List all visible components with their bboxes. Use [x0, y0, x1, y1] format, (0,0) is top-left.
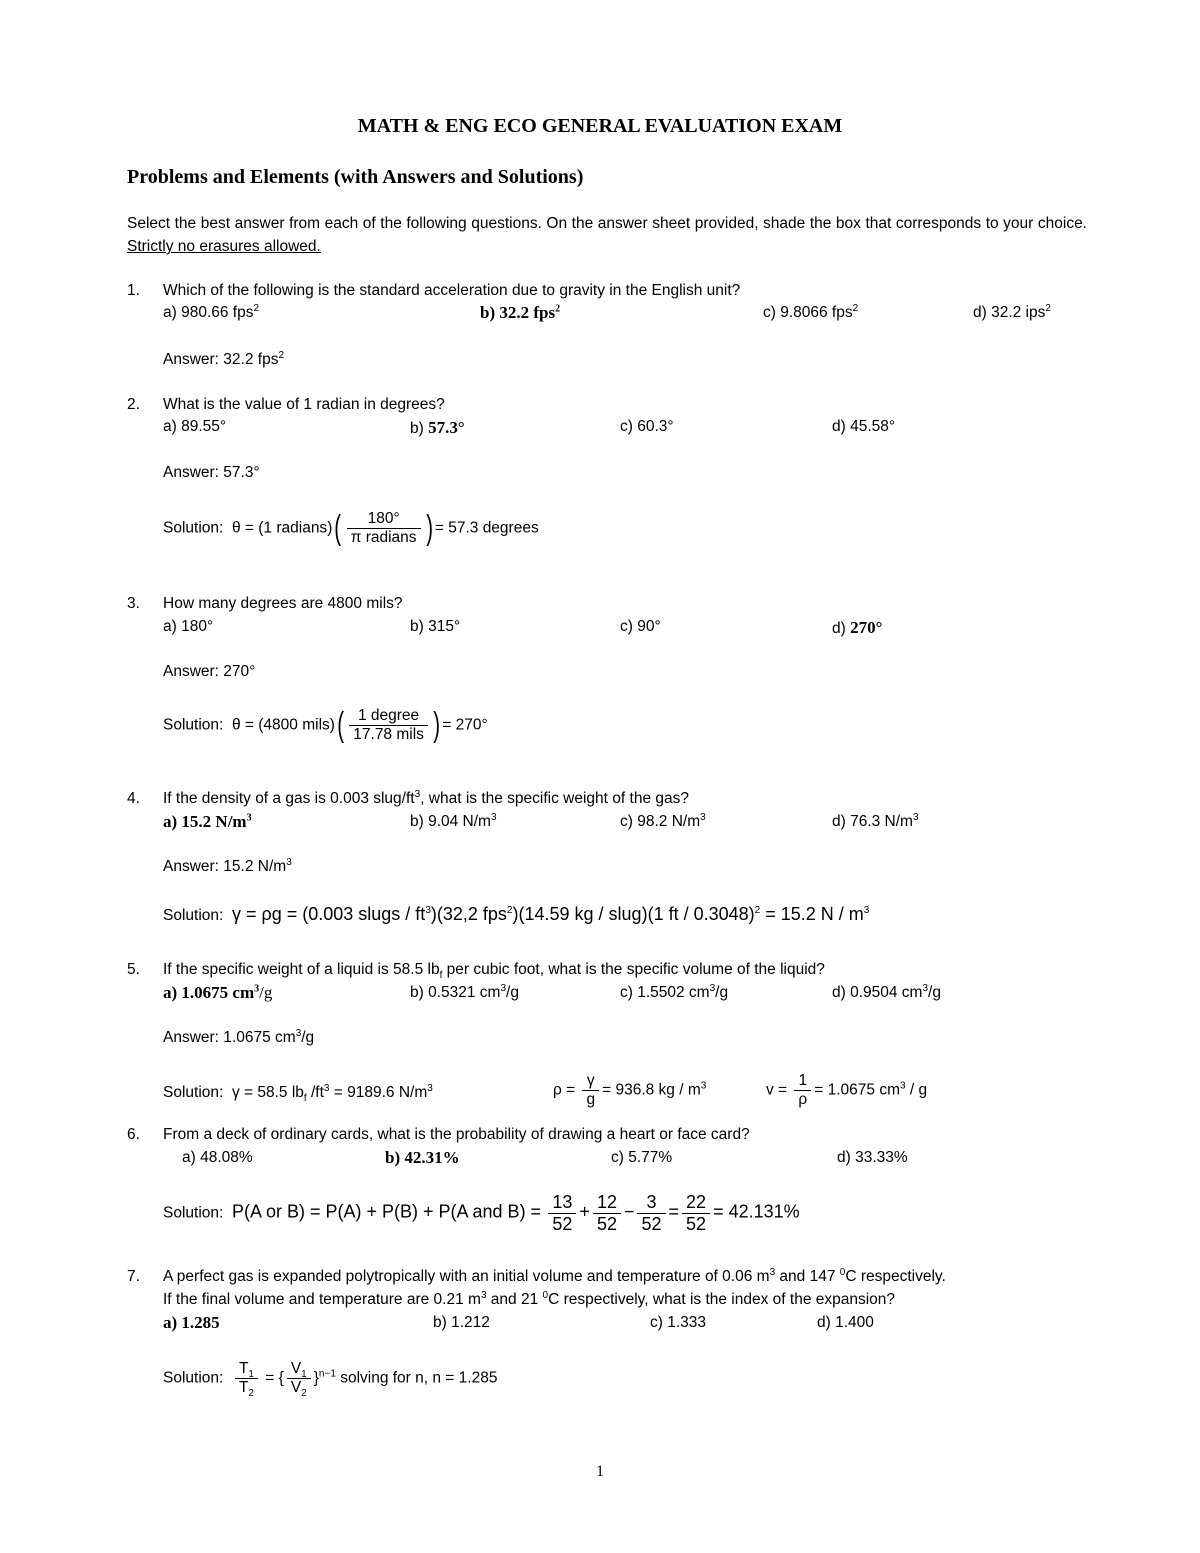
question-2-text: What is the value of 1 radian in degrees?	[163, 396, 445, 413]
q4-solution: Solution: γ = ρg = (0.003 slugs / $ft^3)(32,2$ fps$^2$)(14.59 kg / slug)(1 ft / 0.3048)$^2$ = 15.2 N / $m^3$	[163, 904, 870, 924]
q2-choice-a: a) 89.55°	[163, 418, 227, 435]
q3-choice-d: d) 270°	[832, 618, 883, 637]
q1-choice-a: a) 980.66 fps$^2$	[163, 302, 260, 321]
question-3-number: 3.	[127, 595, 140, 612]
q7-choice-c: c) 1.333	[650, 1314, 707, 1331]
page-title: MATH & ENG ECO GENERAL EVALUATION EXAM	[357, 115, 843, 137]
q2-choice-d: d) 45.58°	[832, 418, 896, 435]
q6-choice-a: a) 48.08%	[182, 1149, 253, 1166]
question-5-text: If the specific weight of a liquid is 58.5 $lb_f$ per cubic foot, what is the specific volume of the liquid?	[163, 961, 825, 982]
q7-choice-b: b) 1.212	[433, 1314, 490, 1331]
q1-choice-d: d) 32.2 ips$^2$	[973, 302, 1051, 321]
question-4-number: 4.	[127, 790, 140, 807]
q3-choice-b: b) 315°	[410, 618, 461, 635]
question-4-text: If the density of a gas is 0.003 slug/$ft^3$, what is the specific weight of the gas?	[163, 788, 689, 807]
q6-solution: Solution: P(A or B) = P(A) + P(B) + P(A and B) = $\frac{13}{52}$ + $\frac{12}{52}$ − $\frac{3}{52}$ = $\frac{22}{52}$ = 42.131%	[163, 1192, 800, 1234]
question-5-number: 5.	[127, 961, 140, 978]
q2-answer: Answer: 57.3°	[163, 464, 260, 481]
q6-choice-b: b) 42.31%	[385, 1148, 460, 1167]
q4-choice-b: b) 9.04 $N/m^3$	[410, 811, 497, 830]
q6-choice-c: c) 5.77%	[611, 1149, 673, 1166]
q4-choice-c: c) 98.2 $N/m^3$	[620, 811, 706, 830]
q3-choice-a: a) 180°	[163, 618, 214, 635]
question-6-number: 6.	[127, 1126, 140, 1143]
q5-choice-b: b) 0.5321 $cm^3/g$	[410, 982, 519, 1001]
question-6-text: From a deck of ordinary cards, what is the probability of drawing a heart or face card?	[163, 1126, 750, 1143]
q3-choice-c: c) 90°	[620, 618, 661, 635]
q1-choice-c: c) 9.8066 fps$^2$	[763, 302, 859, 321]
q7-solution: Solution: $\frac{T_1}{T_2}$ = { $\frac{V_1}{V_2}$ }$^{n-1}$ solving for n, n = 1.285	[163, 1360, 498, 1400]
q4-answer: Answer: 15.2 $N/m^3$	[163, 856, 292, 875]
instructions	[127, 212, 1087, 258]
question-1-text: Which of the following is the standard acceleration due to gravity in the English unit?	[163, 282, 741, 299]
q2-choice-c: c) 60.3°	[620, 418, 674, 435]
q5-solution-2: ρ = $\frac{\gamma}{g}$ = 936.8 kg / $m^3$	[553, 1072, 707, 1108]
q6-choice-d: d) 33.33%	[837, 1149, 908, 1166]
q3-solution: Solution: θ = (4800 mils)( $\frac{\text{1 degree}}{\text{17.78 mils}}$ ) = 270°	[163, 706, 488, 744]
instructions-underlined: Strictly no erasures allowed.	[127, 238, 321, 255]
q7-choice-a: a) 1.285	[163, 1313, 220, 1332]
instructions-text: Select the best answer from each of the following questions. On the answer sheet provided, shade the box that corresponds to your choice.	[127, 215, 1087, 232]
question-7-number: 7.	[127, 1268, 140, 1285]
question-7-text-line2: If the final volume and temperature are 0.21 $m^3$ and 21 $^0$C respectively, what is the index of the expansion?	[163, 1289, 896, 1308]
q4-choice-a: a) 15.2 $N/m^3$	[163, 812, 252, 831]
page-number: 1	[596, 1463, 604, 1480]
page-subtitle: Problems and Elements (with Answers and Solutions)	[127, 166, 584, 188]
q5-solution-1: Solution: γ = 58.5 $lb_f$ $/ft^3 = 9189.6$ $N/m^3$	[163, 1082, 433, 1105]
q1-choice-b: b) 32.2 fps$^2$	[480, 303, 561, 322]
question-7-text: A perfect gas is expanded polytropically with an initial volume and temperature of 0.06 $m^3$ and 147 $^0$C respectively.	[163, 1266, 946, 1285]
q5-choice-d: d) 0.9504 $cm^3/g$	[832, 982, 941, 1001]
q5-answer: Answer: 1.0675 $cm^3/g$	[163, 1027, 315, 1046]
q4-choice-d: d) 76.3 $N/m^3$	[832, 811, 919, 830]
q2-choice-b: b) 57.3°	[410, 418, 465, 437]
q5-solution-3: v = $\frac{1}{\rho}$ = 1.0675 $cm^3$ / g	[766, 1072, 928, 1108]
question-1-number: 1.	[127, 282, 140, 299]
question-3-text: How many degrees are 4800 mils?	[163, 595, 403, 612]
q2-solution: Solution: θ = (1 radians)( $\frac{180^\circ}{\text{π radians}}$ ) = 57.3 degrees	[163, 509, 539, 547]
q5-choice-a: a) 1.0675 $cm^3/g$	[163, 983, 273, 1002]
q7-choice-d: d) 1.400	[817, 1314, 874, 1331]
q5-choice-c: c) 1.5502 $cm^3/g$	[620, 982, 729, 1001]
q3-answer: Answer: 270°	[163, 663, 256, 680]
q1-answer: Answer: 32.2 fps$^2$	[163, 349, 285, 368]
question-2-number: 2.	[127, 396, 140, 413]
